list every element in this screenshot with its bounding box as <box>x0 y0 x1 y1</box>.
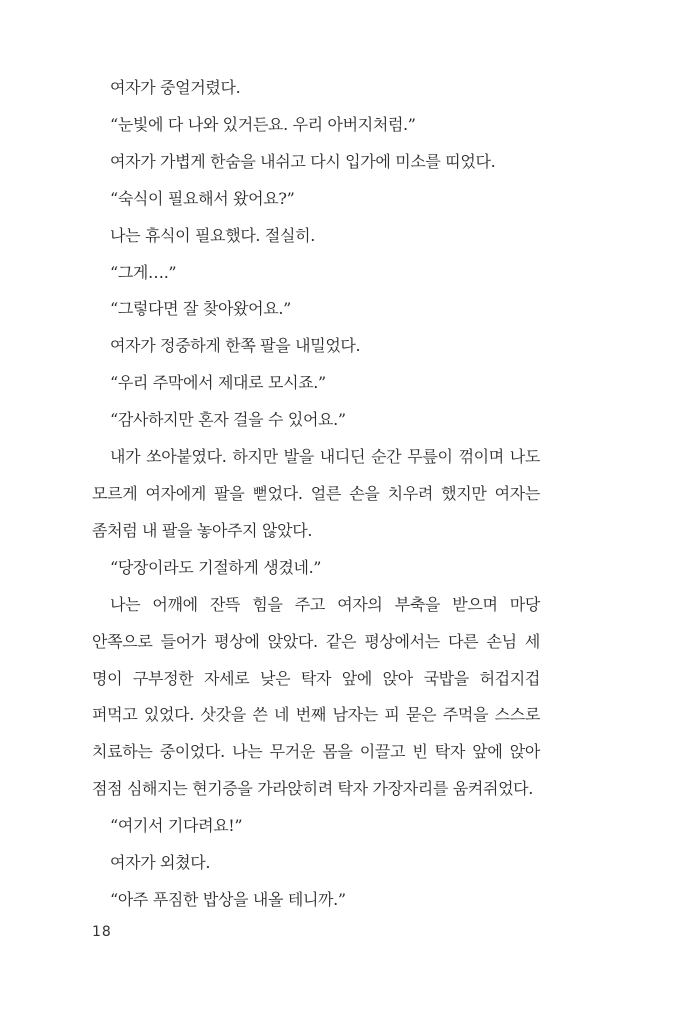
book-page-body <box>92 70 540 919</box>
paragraph-3: 여자가 가볍게 한숨을 내쉬고 다시 입가에 미소를 띠었다. <box>110 151 496 171</box>
page-number: 18 <box>92 924 112 940</box>
paragraph-1: 여자가 중얼거렸다. <box>110 78 241 97</box>
paragraph-15: 여자가 외쳤다. <box>110 853 211 873</box>
paragraph-7: “그렇다면 잘 찾아왔어요.” <box>110 299 291 319</box>
paragraph-13: 나는 어깨에 잔뜩 힘을 주고 여자의 부축을 받으며 마당 안쪽으로 들어가 평상에 앉았다. 같은 평상에서는 다른 손님 세 명이 구부정한 자세로 낮은 탁자 앞에 앉아 국밥을 허겁지겁 퍼먹고 있었다. 삿갓을 쓴 네 번째 남자는 피 묻은 주먹을 스스로 치료하는 중이었다. 나는 무거운 몸을 이끌고 빈 탁자 앞에 앉아 점점 심해지는 현기증을 가라앉히려 탁자 가장자리를 움켜쥐었다. <box>92 594 540 799</box>
paragraph-9: “우리 주막에서 제대로 모시죠.” <box>110 373 326 393</box>
paragraph-5: 나는 휴식이 필요했다. 절실히. <box>110 225 315 245</box>
paragraph-16: “아주 푸짐한 밥상을 내올 테니까.” <box>110 889 346 909</box>
paragraph-12: “당장이라도 기절하게 생겼네.” <box>110 557 322 577</box>
paragraph-2: “눈빛에 다 나와 있거든요. 우리 아버지처럼.” <box>110 114 416 134</box>
paragraph-10: “감사하지만 혼자 걸을 수 있어요.” <box>110 410 346 430</box>
paragraph-11: 내가 쏘아붙였다. 하지만 발을 내디딘 순간 무릎이 꺾이며 나도 모르게 여자에게 팔을 뻗었다. 얼른 손을 치우려 했지만 여자는 좀처럼 내 팔을 놓아주지 않았다. <box>92 447 540 540</box>
paragraph-14: “여기서 기다려요!” <box>110 816 243 836</box>
paragraph-6: “그게….” <box>110 262 177 282</box>
paragraph-4: “숙식이 필요해서 왔어요?” <box>110 188 295 208</box>
paragraph-8: 여자가 정중하게 한쪽 팔을 내밀었다. <box>110 336 361 356</box>
